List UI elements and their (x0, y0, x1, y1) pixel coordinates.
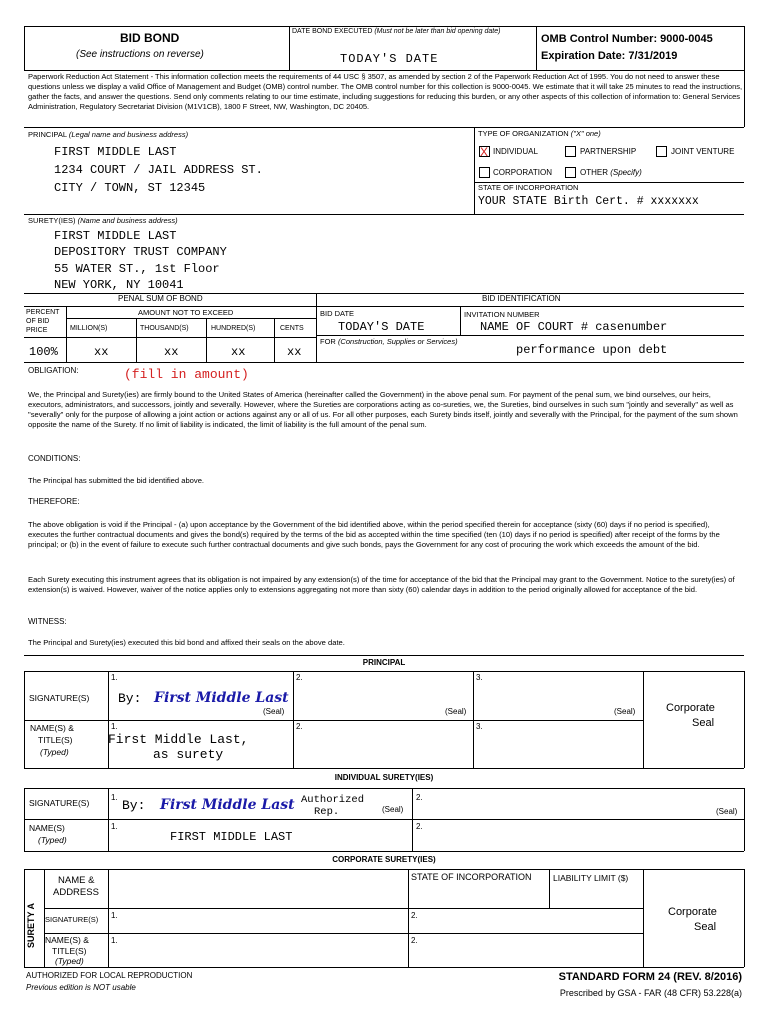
name-title-label: TITLE(S) (38, 735, 73, 745)
rule (24, 671, 744, 672)
rule (408, 869, 409, 967)
corporate-seal-label: Corporate (666, 702, 715, 714)
rule (136, 318, 137, 362)
corporate-surety-name-address[interactable] (111, 872, 405, 906)
row-number: 3. (476, 722, 483, 731)
rule (473, 671, 474, 768)
date-executed-value[interactable]: TODAY'S DATE (340, 52, 439, 66)
rule (108, 788, 109, 851)
row-number: 1. (111, 936, 118, 945)
surety-label: SURETY(IES) (Name and business address) (28, 216, 178, 225)
rule (66, 306, 67, 362)
rule (460, 306, 461, 335)
conditions-text: The Principal has submitted the bid identified above. (28, 476, 205, 485)
liability-limit-input[interactable] (552, 886, 641, 906)
individual-checkbox[interactable] (479, 146, 490, 157)
local-reproduction-note: AUTHORIZED FOR LOCAL REPRODUCTION (26, 971, 193, 980)
rule (24, 26, 25, 70)
individual-surety-signature-2[interactable] (415, 792, 711, 817)
partnership-label: PARTNERSHIP (580, 147, 637, 156)
penal-sum-header: PENAL SUM OF BOND (118, 294, 203, 303)
row-number: 1. (111, 673, 118, 682)
rule (108, 671, 109, 768)
name-title-label: (Typed) (40, 747, 69, 757)
thousands-value[interactable]: xx (164, 345, 179, 359)
row-number: 2. (296, 673, 303, 682)
rule (66, 318, 316, 319)
partnership-checkbox[interactable] (565, 146, 576, 157)
principal-name-title-1-line2[interactable]: as surety (153, 747, 224, 762)
corporate-seal-label: Seal (694, 921, 717, 933)
for-label: FOR (Construction, Supplies or Services) (320, 337, 458, 346)
corporation-label: CORPORATION (493, 168, 552, 177)
state-of-incorporation-label: STATE OF INCORPORATION (478, 183, 579, 192)
amount-not-to-exceed-label: AMOUNT NOT TO EXCEED (138, 308, 234, 317)
rule (206, 318, 207, 362)
expiration-date: Expiration Date: 7/31/2019 (541, 50, 678, 62)
seal-label: (Seal) (614, 707, 636, 716)
row-number: 1. (111, 793, 118, 802)
rule (24, 819, 744, 820)
form-subtitle: (See instructions on reverse) (76, 49, 204, 60)
percent-value[interactable]: 100% (29, 345, 58, 359)
rule (536, 26, 537, 70)
bid-identification-header: BID IDENTIFICATION (482, 294, 561, 303)
extension-text: Each Surety executing this instrument agrees that its obligation is not impaired by any extension(s) of the time for acceptance of the bid that the Principal may grant to the Government. Notice to the surety(ies) of extension(s) is waived. However, waiver of the notice applies only to extensions aggregating not more than sixty (60) calendar days in addition to the period originally allowed for acceptance of the bid. (28, 575, 735, 594)
standard-form-number: STANDARD FORM 24 (REV. 8/2016) (558, 971, 742, 983)
individual-surety-name-2[interactable] (415, 822, 741, 849)
millions-column-label: MILLION(S) (70, 325, 108, 332)
seal-label: (Seal) (263, 707, 285, 716)
name-address-label: NAME & (58, 875, 95, 886)
corporate-signature-1[interactable] (111, 910, 405, 931)
prescribed-by: Prescribed by GSA - FAR (48 CFR) 53.228(a) (559, 988, 742, 998)
rule (412, 788, 413, 851)
row-number: 1. (111, 911, 118, 920)
corporate-name-title-label: (Typed) (55, 956, 84, 966)
principal-section-header: PRINCIPAL (362, 658, 406, 667)
rule (316, 293, 317, 362)
invitation-number-label: INVITATION NUMBER (464, 310, 540, 319)
rule (549, 869, 550, 908)
percent-label: OF BID (26, 318, 50, 325)
hundreds-column-label: HUNDRED(S) (211, 325, 256, 332)
thousands-column-label: THOUSAND(S) (140, 325, 189, 332)
corporation-checkbox[interactable] (479, 167, 490, 178)
corporate-signature-label: SIGNATURE(S) (45, 915, 99, 924)
name-label: NAME(S) (29, 823, 65, 833)
by-label: By: (118, 691, 142, 706)
joint-venture-checkbox[interactable] (656, 146, 667, 157)
bid-date-value[interactable]: TODAY'S DATE (338, 320, 425, 334)
authorized-rep-label: Rep. (314, 806, 340, 818)
row-number: 2. (411, 911, 418, 920)
principal-signature-label: SIGNATURE(S) (29, 693, 90, 703)
rule (316, 335, 744, 336)
rule (744, 869, 745, 967)
surety-name[interactable]: FIRST MIDDLE LAST (54, 229, 177, 243)
rule (744, 788, 745, 851)
individual-surety-signature-1[interactable]: First Middle Last (160, 797, 295, 813)
bid-date-label: BID DATE (320, 309, 355, 318)
liability-limit-label: LIABILITY LIMIT ($) (553, 873, 629, 883)
previous-edition-note: Previous edition is NOT usable (26, 983, 136, 992)
authorized-rep-label: Authorized (301, 794, 365, 806)
rule (643, 671, 644, 768)
corporate-name-title-label: NAME(S) & (45, 935, 89, 945)
row-number: 3. (476, 673, 483, 682)
rule (24, 671, 25, 768)
corporate-name-title-label: TITLE(S) (52, 946, 87, 956)
individual-surety-header: INDIVIDUAL SURETY(IES) (334, 773, 434, 782)
row-number: 2. (296, 722, 303, 731)
surety-city[interactable]: NEW YORK, NY 10041 (54, 278, 184, 292)
principal-name[interactable]: FIRST MIDDLE LAST (54, 145, 177, 159)
rule (744, 671, 745, 768)
invitation-number-value[interactable]: NAME OF COURT # casenumber (480, 320, 668, 334)
rule (24, 306, 744, 307)
rule (24, 337, 316, 338)
millions-value[interactable]: xx (94, 345, 109, 359)
cents-column-label: CENTS (280, 325, 304, 332)
principal-label: PRINCIPAL (Legal name and business address) (28, 130, 189, 139)
form-title: BID BOND (120, 31, 180, 45)
principal-signature-3[interactable] (476, 673, 642, 718)
corporate-state-label: STATE OF INCORPORATION (411, 872, 532, 882)
witness-text: The Principal and Surety(ies) executed this bid bond and affixed their seals on the above date. (28, 638, 345, 647)
other-label: OTHER (Specify) (580, 168, 642, 177)
row-number: 2. (416, 822, 423, 831)
corporate-name-title-1[interactable] (111, 935, 405, 965)
surety-address[interactable]: 55 WATER ST., 1st Floor (54, 262, 220, 276)
paperwork-notice: Paperwork Reduction Act Statement - This information collection meets the requirements of 44 USC § 3507, as amended by section 2 of the Paperwork Reduction Act of 1995. You do not need to answer these questions unless we display a valid Office of Management and Budget (OMB) control number. The OMB control number for this collection is 9000-0045. We estimate that it will take 25 minutes to read the instructions, gather the facts, and answer the questions. Send only comments relating to our time estimate, including suggestions for reducing this burden, or any other aspects of this collection of information to: General Services Administration, Regulatory Secretariat Division (M1V1CB), 1800 F Street, NW, Washington, DC 20405. (28, 72, 743, 111)
row-number: 1. (111, 722, 118, 731)
rule (24, 70, 744, 71)
rule (24, 127, 744, 128)
rule (474, 127, 475, 214)
surety-company[interactable]: DEPOSITORY TRUST COMPANY (54, 245, 227, 259)
by-label: By: (122, 798, 146, 813)
other-checkbox[interactable] (565, 167, 576, 178)
joint-venture-label: JOINT VENTURE (671, 147, 735, 156)
rule (24, 655, 744, 656)
rule (274, 318, 275, 362)
rule (744, 26, 745, 127)
rule (24, 869, 744, 870)
percent-label: PRICE (26, 327, 48, 334)
corporate-name-title-2[interactable] (411, 935, 641, 965)
row-number: 2. (411, 936, 418, 945)
row-number: 2. (416, 793, 423, 802)
principal-address[interactable]: 1234 COURT / JAIL ADDRESS ST. (54, 163, 263, 177)
corporate-signature-2[interactable] (411, 910, 641, 931)
percent-label: PERCENT (26, 309, 60, 316)
name-address-label: ADDRESS (53, 887, 99, 898)
obligation-text: We, the Principal and Surety(ies) are firmly bound to the United States of America (hereinafter called the Government) in the above penal sum. For payment of the penal sum, we bind ourselves, our heirs, executors, administrators, and successors, jointly and severally. However, where the Sureties are corporations acting as co-sureties, we, the Sureties, bind ourselves in such sum "jointly and severally" as well as "severally" only for the purpose of allowing a joint action or actions against any or all of us. For all other purposes, each Surety binds itself, jointly and severally with the Principal, for the payment of the sum shown opposite the name of the Surety. If no limit of liability is indicated, the limit of liability is the full amount of the penal sum. (28, 390, 738, 429)
therefore-label: THEREFORE: (28, 497, 80, 506)
row-number: 1. (111, 822, 118, 831)
rule (44, 933, 643, 934)
rule (643, 869, 644, 967)
seal-label: (Seal) (382, 805, 404, 814)
principal-name-title-1[interactable]: First Middle Last, (108, 732, 249, 747)
date-executed-label: DATE BOND EXECUTED (Must not be later than bid opening date) (292, 28, 501, 35)
witness-label: WITNESS: (28, 617, 67, 626)
for-value[interactable]: performance upon debt (516, 343, 668, 357)
organization-type-label: TYPE OF ORGANIZATION ("X" one) (478, 129, 601, 138)
corporate-seal-label: Seal (692, 717, 715, 729)
conditions-label: CONDITIONS: (28, 454, 81, 463)
corporate-state-input[interactable] (411, 886, 547, 906)
rule (24, 768, 744, 769)
fill-in-amount: (fill in amount) (124, 367, 249, 382)
name-title-label: NAME(S) & (30, 723, 74, 733)
name-label: (Typed) (38, 835, 67, 845)
state-of-incorporation-value[interactable]: YOUR STATE Birth Cert. # xxxxxxx (478, 195, 699, 208)
rule (293, 671, 294, 768)
check-mark-icon: X (480, 145, 489, 159)
seal-label: (Seal) (445, 707, 467, 716)
rule (289, 26, 290, 70)
surety-signature-label: SIGNATURE(S) (29, 798, 90, 808)
therefore-text: The above obligation is void if the Principal - (a) upon acceptance by the Government of the bid identified above, within the period specified therein for acceptance (sixty (60) days if no period is specified), executes the further contractual documents and gives the bond(s) required by the terms of the bid as accepted within the time specified (ten (10) days if no period is specified) after receipt of the forms by the principal; or (b) in the event of failure to execute such further contractual documents and give such bonds, pays the Government for any cost of procuring the work which exceeds the amount of the bid. (28, 520, 720, 549)
principal-signature-2[interactable] (296, 673, 472, 718)
rule (44, 908, 643, 909)
individual-label: INDIVIDUAL (493, 147, 538, 156)
hundreds-value[interactable]: xx (231, 345, 246, 359)
surety-a-label: SURETY A (26, 902, 36, 948)
rule (24, 720, 643, 721)
principal-signature-1[interactable]: First Middle Last (154, 690, 289, 706)
obligation-label: OBLIGATION: (28, 366, 79, 375)
rule (24, 788, 25, 851)
principal-city[interactable]: CITY / TOWN, ST 12345 (54, 181, 206, 195)
rule (24, 967, 744, 968)
rule (24, 869, 25, 967)
rule (24, 26, 744, 27)
rule (24, 851, 744, 852)
corporate-seal-label: Corporate (668, 906, 717, 918)
cents-value[interactable]: xx (287, 345, 302, 359)
seal-label: (Seal) (716, 807, 738, 816)
rule (24, 362, 744, 363)
rule (24, 788, 744, 789)
individual-surety-name-1[interactable]: FIRST MIDDLE LAST (170, 830, 293, 844)
omb-control-number: OMB Control Number: 9000-0045 (541, 33, 713, 45)
rule (24, 214, 744, 215)
corporate-surety-header: CORPORATE SURETY(IES) (332, 855, 436, 864)
rule (108, 869, 109, 967)
